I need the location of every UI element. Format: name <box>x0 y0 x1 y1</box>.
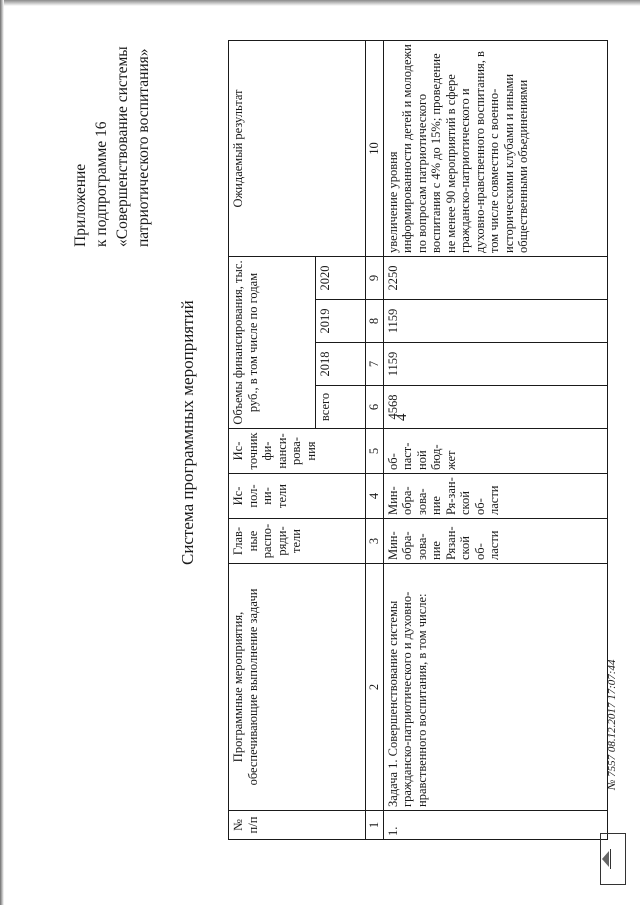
row-num: 1. <box>383 811 607 840</box>
row-performers: Мин-обра-зова-ние Ря-зан-ской об-ласти <box>383 474 607 519</box>
row-2018: 1159 <box>383 343 607 386</box>
column-number: 7 <box>366 343 384 386</box>
program-table <box>228 40 608 840</box>
header-2018: 2018 <box>316 343 366 386</box>
building-icon <box>602 849 611 869</box>
header-2020: 2020 <box>316 257 366 300</box>
row-executors: Мин-обра-зова-ние Рязан-ской об-ласти <box>383 519 607 564</box>
header-performers: Ис-пол-ни-тели <box>229 474 366 519</box>
header-task: Программные мероприятия, обеспечивающие выполнение задачи <box>229 564 366 811</box>
appendix-line: к подпрограмме 16 <box>93 121 110 247</box>
registration-stamp: № 7557 08.12.2017 17:07:44 <box>606 659 618 790</box>
header-num: № п/п <box>229 811 366 840</box>
registry-stamp-logo <box>600 833 626 885</box>
row-source: об-паст-ной бюд-жет <box>383 429 607 474</box>
column-number: 6 <box>366 386 384 429</box>
column-number: 4 <box>366 474 384 519</box>
header-total: всего <box>316 386 366 429</box>
header-financing: Объемы финансирования, тыс. руб., в том числе по годам <box>229 257 316 429</box>
header-2019: 2019 <box>316 300 366 343</box>
appendix-line: патриотического воспитания» <box>135 48 152 247</box>
appendix-header <box>70 46 154 247</box>
column-number-row <box>366 41 384 840</box>
row-2020: 2250 <box>383 257 607 300</box>
column-number: 10 <box>366 41 384 257</box>
column-number: 8 <box>366 300 384 343</box>
row-total: 4568 <box>383 386 607 429</box>
table-row <box>383 41 607 840</box>
row-task: Задача 1. Совершенствование системы гражданско-патриотического и духовно-нравственного воспитания, в том числе: <box>383 564 607 811</box>
appendix-line: «Совершенствование системы <box>114 46 131 247</box>
column-number: 3 <box>366 519 384 564</box>
appendix-line: Приложение <box>72 163 89 247</box>
column-number: 9 <box>366 257 384 300</box>
table-header-row <box>229 41 316 840</box>
header-result: Ожидаемый результат <box>229 41 366 257</box>
column-number: 2 <box>366 564 384 811</box>
row-result: увеличение уровня информированности детей и молодежи по вопросам патриотического воспитания с 4% до 15%; проведение не менее 90 мероприятий в сфере гражданско-патриотического и духовно-нравственного воспитания, в том числе совместно с военно-историческими клубами и иными общественными объединениями <box>383 41 607 257</box>
header-source: Ис-точник фи-нанси-рова-ния <box>229 429 366 474</box>
column-number: 5 <box>366 429 384 474</box>
column-number: 1 <box>366 811 384 840</box>
page-number: 4 <box>394 413 410 421</box>
header-executors: Глав-ные распо-ряди-тели <box>229 519 366 564</box>
row-2019: 1159 <box>383 300 607 343</box>
section-title: Система программных мероприятий <box>178 300 197 565</box>
